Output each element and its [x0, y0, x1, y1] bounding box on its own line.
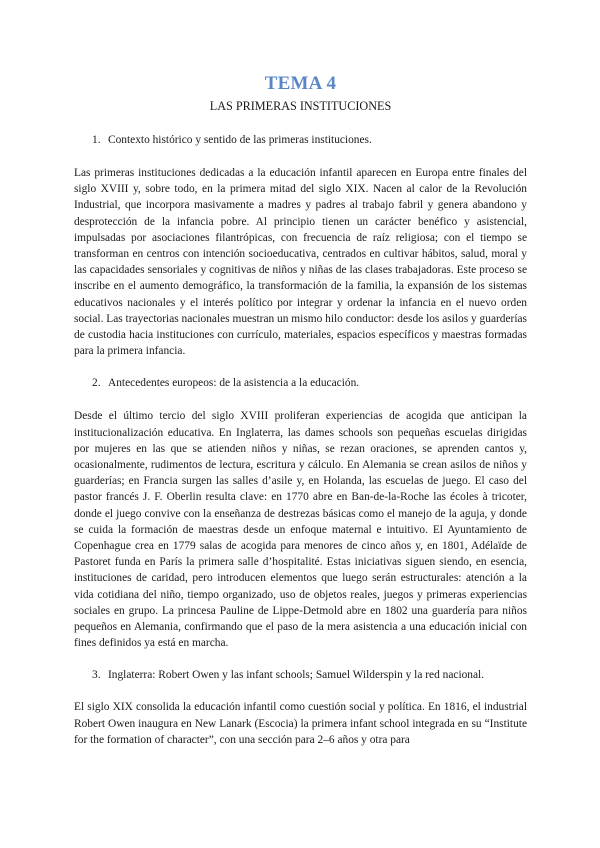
document-title: TEMA 4	[264, 73, 337, 94]
section-number: 3.	[92, 669, 101, 682]
section-number: 2.	[92, 377, 101, 390]
section-heading	[74, 376, 527, 391]
section-paragraph: Las primeras instituciones dedicadas a la educación infantil aparecen en Europa entre finales del siglo XVIII y, sobre todo, en la primera mitad del siglo XIX. Nacen al calor de la Revolución Industrial, que incorpora masivamente a madres y padres al trabajo fabril y genera abandono y desprotección de la infancia pobre. Al principio tienen un carácter benéfico y asistencial, impulsadas por asociaciones filantrópicas, con frecuencia de raíz religiosa; con el tiempo se transforman en centros con intención socioeducativa, centrados en cultivar hábitos, salud, moral y las capacidades sensoriales y cognitivas de niños y niñas de las clases trabajadoras. Este proceso se inscribe en el aumento demográfico, la transformación de la familia, la expansión de los sistemas educativos nacionales y el interés político por integrar y ordenar la infancia en el nuevo orden social. Las trayectorias nacionales muestran un mismo hilo conductor: desde los asilos y guarderías de custodia hacia instituciones con currículo, materiales, espacios específicos y maestras formadas para la primera infancia.	[74, 167, 527, 358]
section-heading	[74, 133, 527, 148]
section-paragraph: El siglo XIX consolida la educación infantil como cuestión social y política. En 1816, el industrial Robert Owen inaugura en New Lanark (Escocia) la primera infant school integrada en su “Institute for the formation of character”, con una sección para 2–6 años y otra para	[74, 701, 527, 746]
document-page	[74, 72, 527, 748]
document-subtitle: LAS PRIMERAS INSTITUCIONES	[209, 99, 392, 113]
section-heading-text: Contexto histórico y sentido de las primeras instituciones.	[108, 134, 372, 146]
section-paragraph: Desde el último tercio del siglo XVIII proliferan experiencias de acogida que anticipan la institucionalización educativa. En Inglaterra, las dames schools son pequeñas escuelas dirigidas por mujeres en las que se atienden niños y niñas, se rezan oraciones, se aprenden cantos y, ocasionalmente, rudimentos de lectura, escritura y cálculo. En Alemania se crean asilos de niños y guarderías; en Francia surgen las salles d’asile y, en Holanda, las escuelas de juego. El caso del pastor francés J. F. Oberlin resulta clave: en 1770 abre en Ban-de-la-Roche las écoles à tricoter, donde el juego convive con la enseñanza de destrezas básicas como el manejo de la aguja, y donde se cuida la formación de maestras desde un enfoque maternal e intuitivo. El Ayuntamiento de Copenhague crea en 1779 salas de acogida para menores de cinco años y, en 1801, Adélaïde de Pastoret funda en París la primera salle d’hospitalité. Estas iniciativas siguen siendo, en esencia, instituciones de caridad, pero introducen elementos que luego serán estructurales: atención a la vida cotidiana del niño, tiempo organizado, uso de objetos reales, juegos y primeras experiencias sociales en grupo. La princesa Pauline de Lippe-Detmold abre en 1802 una guardería para niños pequeños en Alemania, confirmando que el paso de la mera asistencia a una educación inicial con fines definidos ya está en marcha.	[74, 410, 527, 650]
section-heading	[74, 668, 527, 683]
section-number: 1.	[92, 134, 101, 146]
section-heading-text: Antecedentes europeos: de la asistencia a la educación.	[108, 377, 360, 390]
section-heading-text: Inglaterra: Robert Owen y las infant schools; Samuel Wilderspin y la red nacional.	[108, 669, 485, 682]
